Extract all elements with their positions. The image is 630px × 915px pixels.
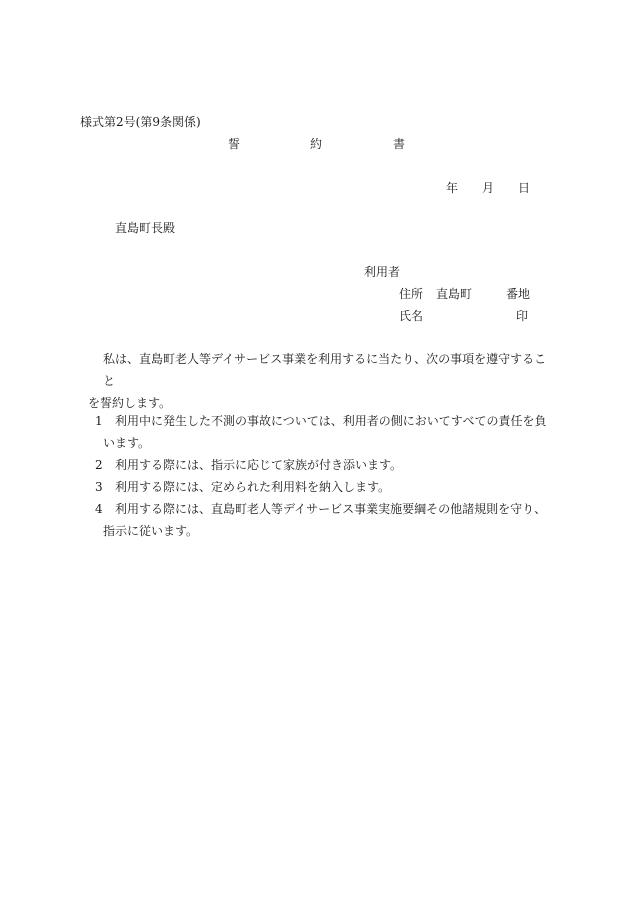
title-char-3: 書 — [393, 137, 406, 151]
date-line — [446, 180, 531, 260]
list-item — [95, 476, 557, 498]
item-number: 3 — [95, 480, 103, 494]
item-number: 4 — [95, 502, 103, 516]
addressee: 直島町長殿 — [115, 221, 176, 235]
date-month: 月 — [482, 181, 495, 195]
date-day: 日 — [518, 181, 531, 195]
item-text: 利用中に発生した不測の事故については、利用者の側においてすべての責任を負います。 — [103, 414, 547, 450]
title-char-2: 約 — [310, 137, 323, 151]
title-char-1: 誓 — [228, 137, 241, 151]
date-year: 年 — [446, 181, 459, 195]
address-town: 直島町 — [436, 287, 473, 301]
seal-mark: 印 — [516, 309, 529, 323]
document-title — [228, 136, 406, 216]
list-item — [95, 498, 557, 542]
item-number: 2 — [95, 458, 103, 472]
list-item — [95, 454, 557, 476]
item-text: 利用する際には、定められた利用料を納入します。 — [115, 480, 391, 494]
pledge-line-1: 私は、直島町老人等デイサービス事業を利用するに当たり、次の事項を遵守すること — [103, 352, 547, 388]
item-text: 利用する際には、指示に応じて家族が付き添います。 — [115, 458, 403, 472]
address-suffix: 番地 — [506, 287, 531, 301]
item-text: 利用する際には、直島町老人等デイサービス事業実施要綱その他諸規則を守り、指示に従います。 — [103, 502, 547, 538]
pledge-line-2: を誓約します。 — [88, 396, 172, 410]
name-label: 氏名 — [399, 309, 424, 323]
form-label: 様式第2号(第9条関係) — [80, 115, 201, 129]
item-number: 1 — [95, 414, 103, 428]
pledge-statement — [88, 348, 558, 414]
address-label: 住所 — [399, 287, 424, 301]
applicant-label: 利用者 — [364, 265, 401, 279]
list-item — [95, 410, 557, 454]
